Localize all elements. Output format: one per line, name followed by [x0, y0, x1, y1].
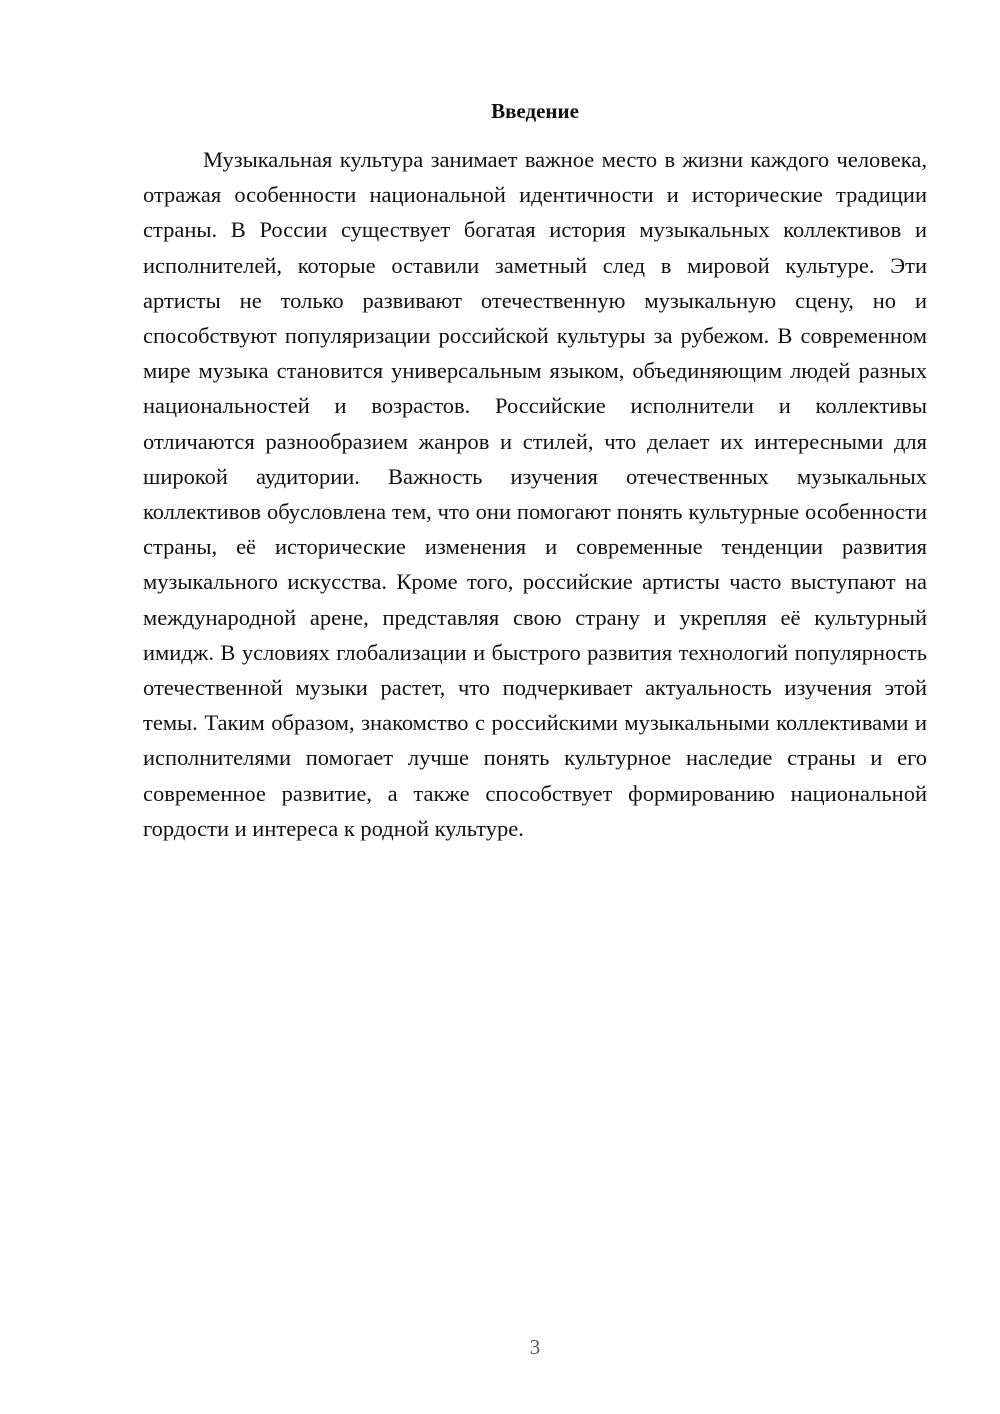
- section-heading: Введение: [491, 99, 579, 123]
- body-paragraph: Музыкальная культура занимает важное место в жизни каждого человека, отражая особенности национальной идентичности и исторические традиции страны. В России существует богатая история музыкальных коллективов и исполнителей, которые оставили заметный след в мировой культуре. Эти артисты не только развивают отечественную музыкальную сцену, но и способствуют популяризации российской культуры за рубежом. В современном мире музыка становится универсальным языком, объединяющим людей разных национальностей и возрастов. Российские исполнители и коллективы отличаются разнообразием жанров и стилей, что делает их интересными для широкой аудитории. Важность изучения отечественных музыкальных коллективов обусловлена тем, что они помогают понять культурные особенности страны, её исторические изменения и современные тенденции развития музыкального искусства. Кроме того, российские артисты часто выступают на международной арене, представляя свою страну и укрепляя её культурный имидж. В условиях глобализации и быстрого развития технологий популярность отечественной музыки растет, что подчеркивает актуальность изучения этой темы. Таким образом, знакомство с российскими музыкальными коллективами и исполнителями помогает лучше понять культурное наследие страны и его современное развитие, а также способствует формированию национальной гордости и интереса к родной культуре.: [143, 147, 927, 841]
- page-number: 3: [529, 1335, 541, 1359]
